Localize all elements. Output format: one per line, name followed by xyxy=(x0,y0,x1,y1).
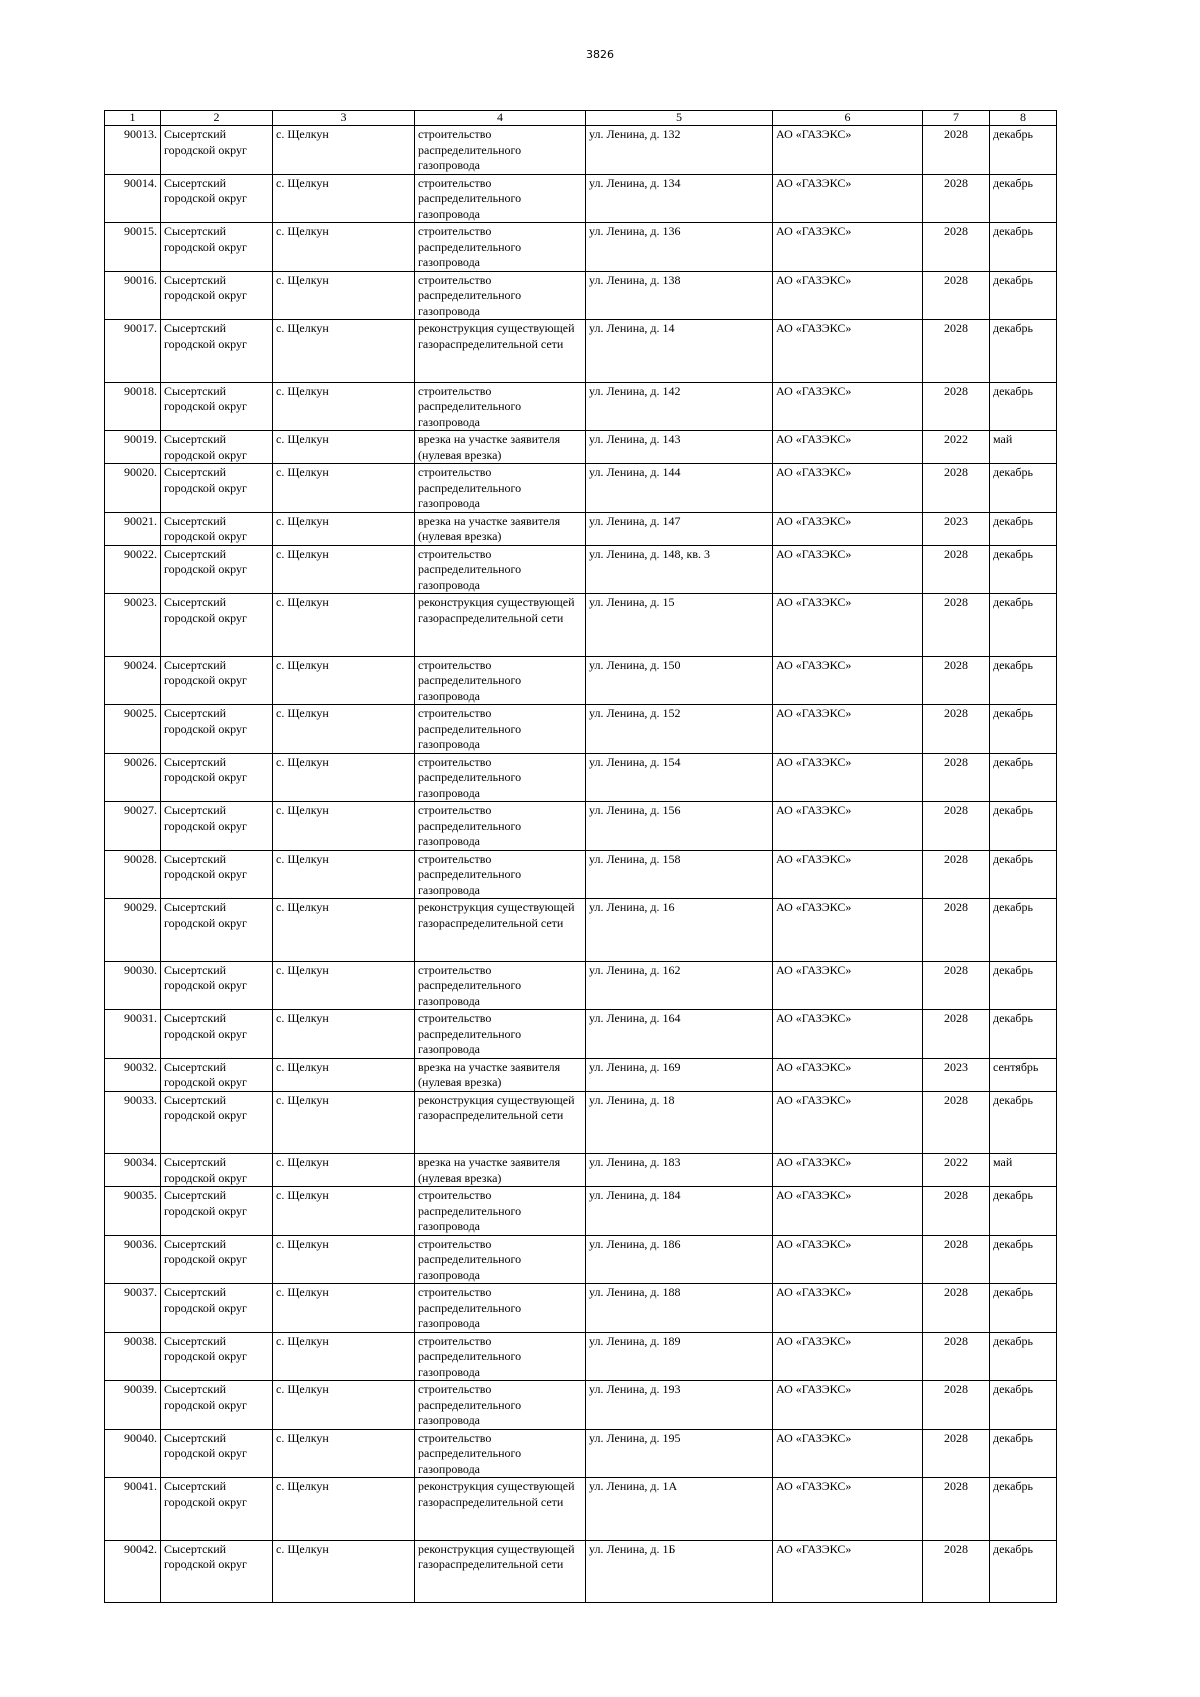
year-cell: 2028 xyxy=(923,545,990,594)
address-cell: ул. Ленина, д. 143 xyxy=(586,431,773,464)
organization-cell: АО «ГАЗЭКС» xyxy=(773,512,923,545)
district-cell: Сысертский городской округ xyxy=(161,126,273,175)
organization-cell: АО «ГАЗЭКС» xyxy=(773,656,923,705)
year-cell: 2028 xyxy=(923,899,990,962)
district-cell: Сысертский городской округ xyxy=(161,1284,273,1333)
year-cell: 2028 xyxy=(923,1381,990,1430)
district-cell: Сысертский городской округ xyxy=(161,431,273,464)
locality-cell: с. Щелкун xyxy=(273,850,415,899)
month-cell: декабрь xyxy=(990,320,1057,383)
month-cell: декабрь xyxy=(990,899,1057,962)
locality-cell: с. Щелкун xyxy=(273,1187,415,1236)
month-cell: сентябрь xyxy=(990,1058,1057,1091)
row-number-cell: 90036. xyxy=(105,1235,161,1284)
organization-cell: АО «ГАЗЭКС» xyxy=(773,223,923,272)
address-cell: ул. Ленина, д. 154 xyxy=(586,753,773,802)
work-type-cell: реконструкция существующей газораспределительной сети xyxy=(415,1478,586,1541)
address-cell: ул. Ленина, д. 193 xyxy=(586,1381,773,1430)
row-number-cell: 90014. xyxy=(105,174,161,223)
locality-cell: с. Щелкун xyxy=(273,1091,415,1154)
organization-cell: АО «ГАЗЭКС» xyxy=(773,1332,923,1381)
table-row xyxy=(105,512,1057,545)
locality-cell: с. Щелкун xyxy=(273,464,415,513)
month-cell: декабрь xyxy=(990,753,1057,802)
month-cell: декабрь xyxy=(990,382,1057,431)
row-number-cell: 90029. xyxy=(105,899,161,962)
table-row xyxy=(105,1154,1057,1187)
work-type-cell: строительство распределительного газопровода xyxy=(415,1235,586,1284)
table-row xyxy=(105,126,1057,175)
table-row xyxy=(105,1429,1057,1478)
organization-cell: АО «ГАЗЭКС» xyxy=(773,1429,923,1478)
table-row xyxy=(105,223,1057,272)
table-row xyxy=(105,271,1057,320)
year-cell: 2028 xyxy=(923,223,990,272)
table-row xyxy=(105,850,1057,899)
address-cell: ул. Ленина, д. 156 xyxy=(586,802,773,851)
work-type-cell: строительство распределительного газопровода xyxy=(415,382,586,431)
organization-cell: АО «ГАЗЭКС» xyxy=(773,1187,923,1236)
district-cell: Сысертский городской округ xyxy=(161,1010,273,1059)
organization-cell: АО «ГАЗЭКС» xyxy=(773,1381,923,1430)
district-cell: Сысертский городской округ xyxy=(161,320,273,383)
row-number-cell: 90038. xyxy=(105,1332,161,1381)
table-row xyxy=(105,1235,1057,1284)
district-cell: Сысертский городской округ xyxy=(161,899,273,962)
year-cell: 2028 xyxy=(923,1332,990,1381)
month-cell: декабрь xyxy=(990,705,1057,754)
locality-cell: с. Щелкун xyxy=(273,431,415,464)
row-number-cell: 90026. xyxy=(105,753,161,802)
locality-cell: с. Щелкун xyxy=(273,1429,415,1478)
month-cell: декабрь xyxy=(990,271,1057,320)
organization-cell: АО «ГАЗЭКС» xyxy=(773,705,923,754)
address-cell: ул. Ленина, д. 16 xyxy=(586,899,773,962)
column-header: 5 xyxy=(586,111,773,126)
column-header: 6 xyxy=(773,111,923,126)
work-type-cell: строительство распределительного газопровода xyxy=(415,1429,586,1478)
locality-cell: с. Щелкун xyxy=(273,382,415,431)
work-type-cell: строительство распределительного газопровода xyxy=(415,850,586,899)
district-cell: Сысертский городской округ xyxy=(161,1381,273,1430)
row-number-cell: 90028. xyxy=(105,850,161,899)
address-cell: ул. Ленина, д. 18 xyxy=(586,1091,773,1154)
locality-cell: с. Щелкун xyxy=(273,753,415,802)
work-type-cell: реконструкция существующей газораспределительной сети xyxy=(415,594,586,657)
work-type-cell: строительство распределительного газопровода xyxy=(415,1332,586,1381)
work-type-cell: строительство распределительного газопровода xyxy=(415,656,586,705)
locality-cell: с. Щелкун xyxy=(273,1478,415,1541)
locality-cell: с. Щелкун xyxy=(273,271,415,320)
work-type-cell: реконструкция существующей газораспределительной сети xyxy=(415,1540,586,1603)
organization-cell: АО «ГАЗЭКС» xyxy=(773,1284,923,1333)
district-cell: Сысертский городской округ xyxy=(161,174,273,223)
work-type-cell: строительство распределительного газопровода xyxy=(415,271,586,320)
column-header: 3 xyxy=(273,111,415,126)
year-cell: 2028 xyxy=(923,1091,990,1154)
district-cell: Сысертский городской округ xyxy=(161,961,273,1010)
organization-cell: АО «ГАЗЭКС» xyxy=(773,1091,923,1154)
year-cell: 2028 xyxy=(923,753,990,802)
table-row xyxy=(105,1381,1057,1430)
organization-cell: АО «ГАЗЭКС» xyxy=(773,1235,923,1284)
locality-cell: с. Щелкун xyxy=(273,1332,415,1381)
page-number: 3826 xyxy=(586,48,614,61)
organization-cell: АО «ГАЗЭКС» xyxy=(773,382,923,431)
organization-cell: АО «ГАЗЭКС» xyxy=(773,431,923,464)
locality-cell: с. Щелкун xyxy=(273,126,415,175)
table-row xyxy=(105,1010,1057,1059)
month-cell: декабрь xyxy=(990,1010,1057,1059)
locality-cell: с. Щелкун xyxy=(273,320,415,383)
work-type-cell: строительство распределительного газопровода xyxy=(415,126,586,175)
district-cell: Сысертский городской округ xyxy=(161,753,273,802)
year-cell: 2022 xyxy=(923,1154,990,1187)
locality-cell: с. Щелкун xyxy=(273,961,415,1010)
work-type-cell: строительство распределительного газопровода xyxy=(415,753,586,802)
organization-cell: АО «ГАЗЭКС» xyxy=(773,126,923,175)
month-cell: декабрь xyxy=(990,1429,1057,1478)
district-cell: Сысертский городской округ xyxy=(161,1332,273,1381)
month-cell: декабрь xyxy=(990,512,1057,545)
year-cell: 2028 xyxy=(923,382,990,431)
address-cell: ул. Ленина, д. 183 xyxy=(586,1154,773,1187)
locality-cell: с. Щелкун xyxy=(273,1058,415,1091)
month-cell: май xyxy=(990,1154,1057,1187)
organization-cell: АО «ГАЗЭКС» xyxy=(773,320,923,383)
district-cell: Сысертский городской округ xyxy=(161,464,273,513)
row-number-cell: 90032. xyxy=(105,1058,161,1091)
district-cell: Сысертский городской округ xyxy=(161,802,273,851)
organization-cell: АО «ГАЗЭКС» xyxy=(773,271,923,320)
district-cell: Сысертский городской округ xyxy=(161,1540,273,1603)
year-cell: 2028 xyxy=(923,271,990,320)
month-cell: декабрь xyxy=(990,174,1057,223)
row-number-cell: 90021. xyxy=(105,512,161,545)
address-cell: ул. Ленина, д. 142 xyxy=(586,382,773,431)
work-type-cell: строительство распределительного газопровода xyxy=(415,1284,586,1333)
column-header: 4 xyxy=(415,111,586,126)
month-cell: декабрь xyxy=(990,464,1057,513)
month-cell: декабрь xyxy=(990,961,1057,1010)
month-cell: декабрь xyxy=(990,545,1057,594)
work-type-cell: строительство распределительного газопровода xyxy=(415,961,586,1010)
organization-cell: АО «ГАЗЭКС» xyxy=(773,1478,923,1541)
table-row xyxy=(105,431,1057,464)
row-number-cell: 90022. xyxy=(105,545,161,594)
locality-cell: с. Щелкун xyxy=(273,1154,415,1187)
row-number-cell: 90019. xyxy=(105,431,161,464)
locality-cell: с. Щелкун xyxy=(273,656,415,705)
row-number-cell: 90033. xyxy=(105,1091,161,1154)
district-cell: Сысертский городской округ xyxy=(161,1235,273,1284)
district-cell: Сысертский городской округ xyxy=(161,705,273,754)
table-row xyxy=(105,1058,1057,1091)
row-number-cell: 90042. xyxy=(105,1540,161,1603)
district-cell: Сысертский городской округ xyxy=(161,594,273,657)
organization-cell: АО «ГАЗЭКС» xyxy=(773,1058,923,1091)
locality-cell: с. Щелкун xyxy=(273,545,415,594)
row-number-cell: 90030. xyxy=(105,961,161,1010)
year-cell: 2023 xyxy=(923,1058,990,1091)
organization-cell: АО «ГАЗЭКС» xyxy=(773,1154,923,1187)
locality-cell: с. Щелкун xyxy=(273,1540,415,1603)
year-cell: 2028 xyxy=(923,1187,990,1236)
locality-cell: с. Щелкун xyxy=(273,705,415,754)
month-cell: декабрь xyxy=(990,1187,1057,1236)
work-type-cell: реконструкция существующей газораспределительной сети xyxy=(415,899,586,962)
organization-cell: АО «ГАЗЭКС» xyxy=(773,961,923,1010)
column-number-row xyxy=(105,111,1057,126)
locality-cell: с. Щелкун xyxy=(273,1010,415,1059)
address-cell: ул. Ленина, д. 162 xyxy=(586,961,773,1010)
table-row xyxy=(105,656,1057,705)
month-cell: декабрь xyxy=(990,1284,1057,1333)
row-number-cell: 90018. xyxy=(105,382,161,431)
month-cell: декабрь xyxy=(990,594,1057,657)
organization-cell: АО «ГАЗЭКС» xyxy=(773,464,923,513)
year-cell: 2028 xyxy=(923,1010,990,1059)
work-type-cell: строительство распределительного газопровода xyxy=(415,1187,586,1236)
work-type-cell: врезка на участке заявителя (нулевая врезка) xyxy=(415,1154,586,1187)
work-type-cell: реконструкция существующей газораспределительной сети xyxy=(415,320,586,383)
district-cell: Сысертский городской округ xyxy=(161,1187,273,1236)
work-type-cell: врезка на участке заявителя (нулевая врезка) xyxy=(415,512,586,545)
row-number-cell: 90039. xyxy=(105,1381,161,1430)
row-number-cell: 90013. xyxy=(105,126,161,175)
district-cell: Сысертский городской округ xyxy=(161,223,273,272)
locality-cell: с. Щелкун xyxy=(273,1235,415,1284)
row-number-cell: 90024. xyxy=(105,656,161,705)
district-cell: Сысертский городской округ xyxy=(161,271,273,320)
month-cell: декабрь xyxy=(990,1381,1057,1430)
year-cell: 2023 xyxy=(923,512,990,545)
organization-cell: АО «ГАЗЭКС» xyxy=(773,899,923,962)
address-cell: ул. Ленина, д. 136 xyxy=(586,223,773,272)
work-type-cell: реконструкция существующей газораспределительной сети xyxy=(415,1091,586,1154)
table-row xyxy=(105,464,1057,513)
organization-cell: АО «ГАЗЭКС» xyxy=(773,802,923,851)
row-number-cell: 90031. xyxy=(105,1010,161,1059)
address-cell: ул. Ленина, д. 14 xyxy=(586,320,773,383)
column-header: 7 xyxy=(923,111,990,126)
year-cell: 2028 xyxy=(923,850,990,899)
locality-cell: с. Щелкун xyxy=(273,223,415,272)
year-cell: 2022 xyxy=(923,431,990,464)
table-row xyxy=(105,382,1057,431)
year-cell: 2028 xyxy=(923,1540,990,1603)
address-cell: ул. Ленина, д. 169 xyxy=(586,1058,773,1091)
year-cell: 2028 xyxy=(923,464,990,513)
month-cell: декабрь xyxy=(990,850,1057,899)
district-cell: Сысертский городской округ xyxy=(161,1478,273,1541)
district-cell: Сысертский городской округ xyxy=(161,656,273,705)
work-type-cell: строительство распределительного газопровода xyxy=(415,1381,586,1430)
table-row xyxy=(105,174,1057,223)
work-type-cell: строительство распределительного газопровода xyxy=(415,545,586,594)
address-cell: ул. Ленина, д. 144 xyxy=(586,464,773,513)
address-cell: ул. Ленина, д. 1Б xyxy=(586,1540,773,1603)
month-cell: декабрь xyxy=(990,1091,1057,1154)
address-cell: ул. Ленина, д. 147 xyxy=(586,512,773,545)
district-cell: Сысертский городской округ xyxy=(161,512,273,545)
locality-cell: с. Щелкун xyxy=(273,512,415,545)
table-row xyxy=(105,753,1057,802)
address-cell: ул. Ленина, д. 148, кв. 3 xyxy=(586,545,773,594)
address-cell: ул. Ленина, д. 132 xyxy=(586,126,773,175)
row-number-cell: 90016. xyxy=(105,271,161,320)
year-cell: 2028 xyxy=(923,961,990,1010)
row-number-cell: 90034. xyxy=(105,1154,161,1187)
locality-cell: с. Щелкун xyxy=(273,1381,415,1430)
locality-cell: с. Щелкун xyxy=(273,594,415,657)
work-type-cell: строительство распределительного газопровода xyxy=(415,464,586,513)
row-number-cell: 90040. xyxy=(105,1429,161,1478)
row-number-cell: 90015. xyxy=(105,223,161,272)
district-cell: Сысертский городской округ xyxy=(161,545,273,594)
organization-cell: АО «ГАЗЭКС» xyxy=(773,1010,923,1059)
locality-cell: с. Щелкун xyxy=(273,1284,415,1333)
address-cell: ул. Ленина, д. 195 xyxy=(586,1429,773,1478)
work-type-cell: строительство распределительного газопровода xyxy=(415,174,586,223)
month-cell: декабрь xyxy=(990,802,1057,851)
work-type-cell: строительство распределительного газопровода xyxy=(415,705,586,754)
table-row xyxy=(105,1091,1057,1154)
row-number-cell: 90027. xyxy=(105,802,161,851)
address-cell: ул. Ленина, д. 186 xyxy=(586,1235,773,1284)
year-cell: 2028 xyxy=(923,174,990,223)
organization-cell: АО «ГАЗЭКС» xyxy=(773,594,923,657)
address-cell: ул. Ленина, д. 184 xyxy=(586,1187,773,1236)
district-cell: Сысертский городской округ xyxy=(161,382,273,431)
table-row xyxy=(105,1284,1057,1333)
row-number-cell: 90041. xyxy=(105,1478,161,1541)
locality-cell: с. Щелкун xyxy=(273,174,415,223)
organization-cell: АО «ГАЗЭКС» xyxy=(773,1540,923,1603)
district-cell: Сысертский городской округ xyxy=(161,850,273,899)
organization-cell: АО «ГАЗЭКС» xyxy=(773,753,923,802)
address-cell: ул. Ленина, д. 189 xyxy=(586,1332,773,1381)
organization-cell: АО «ГАЗЭКС» xyxy=(773,174,923,223)
table-row xyxy=(105,1332,1057,1381)
district-cell: Сысертский городской округ xyxy=(161,1154,273,1187)
district-cell: Сысертский городской округ xyxy=(161,1058,273,1091)
year-cell: 2028 xyxy=(923,594,990,657)
address-cell: ул. Ленина, д. 1А xyxy=(586,1478,773,1541)
organization-cell: АО «ГАЗЭКС» xyxy=(773,850,923,899)
table-row xyxy=(105,705,1057,754)
month-cell: декабрь xyxy=(990,126,1057,175)
month-cell: декабрь xyxy=(990,223,1057,272)
year-cell: 2028 xyxy=(923,1235,990,1284)
month-cell: декабрь xyxy=(990,1332,1057,1381)
year-cell: 2028 xyxy=(923,1478,990,1541)
row-number-cell: 90037. xyxy=(105,1284,161,1333)
year-cell: 2028 xyxy=(923,705,990,754)
table-row xyxy=(105,899,1057,962)
locality-cell: с. Щелкун xyxy=(273,899,415,962)
address-cell: ул. Ленина, д. 152 xyxy=(586,705,773,754)
month-cell: декабрь xyxy=(990,1540,1057,1603)
table-row xyxy=(105,545,1057,594)
address-cell: ул. Ленина, д. 158 xyxy=(586,850,773,899)
address-cell: ул. Ленина, д. 150 xyxy=(586,656,773,705)
row-number-cell: 90035. xyxy=(105,1187,161,1236)
month-cell: декабрь xyxy=(990,1235,1057,1284)
work-type-cell: врезка на участке заявителя (нулевая врезка) xyxy=(415,1058,586,1091)
table-row xyxy=(105,961,1057,1010)
work-type-cell: врезка на участке заявителя (нулевая врезка) xyxy=(415,431,586,464)
column-header: 1 xyxy=(105,111,161,126)
row-number-cell: 90025. xyxy=(105,705,161,754)
address-cell: ул. Ленина, д. 138 xyxy=(586,271,773,320)
row-number-cell: 90020. xyxy=(105,464,161,513)
address-cell: ул. Ленина, д. 134 xyxy=(586,174,773,223)
table-row xyxy=(105,594,1057,657)
address-cell: ул. Ленина, д. 188 xyxy=(586,1284,773,1333)
district-cell: Сысертский городской округ xyxy=(161,1091,273,1154)
year-cell: 2028 xyxy=(923,802,990,851)
table-row xyxy=(105,320,1057,383)
row-number-cell: 90017. xyxy=(105,320,161,383)
month-cell: декабрь xyxy=(990,656,1057,705)
year-cell: 2028 xyxy=(923,126,990,175)
month-cell: декабрь xyxy=(990,1478,1057,1541)
locality-cell: с. Щелкун xyxy=(273,802,415,851)
address-cell: ул. Ленина, д. 15 xyxy=(586,594,773,657)
table-row xyxy=(105,1540,1057,1603)
year-cell: 2028 xyxy=(923,1429,990,1478)
address-cell: ул. Ленина, д. 164 xyxy=(586,1010,773,1059)
row-number-cell: 90023. xyxy=(105,594,161,657)
month-cell: май xyxy=(990,431,1057,464)
gasification-table xyxy=(104,110,1057,1603)
table-row xyxy=(105,802,1057,851)
district-cell: Сысертский городской округ xyxy=(161,1429,273,1478)
table-row xyxy=(105,1187,1057,1236)
work-type-cell: строительство распределительного газопровода xyxy=(415,223,586,272)
table-row xyxy=(105,1478,1057,1541)
organization-cell: АО «ГАЗЭКС» xyxy=(773,545,923,594)
year-cell: 2028 xyxy=(923,656,990,705)
year-cell: 2028 xyxy=(923,1284,990,1333)
work-type-cell: строительство распределительного газопровода xyxy=(415,1010,586,1059)
year-cell: 2028 xyxy=(923,320,990,383)
column-header: 8 xyxy=(990,111,1057,126)
column-header: 2 xyxy=(161,111,273,126)
work-type-cell: строительство распределительного газопровода xyxy=(415,802,586,851)
